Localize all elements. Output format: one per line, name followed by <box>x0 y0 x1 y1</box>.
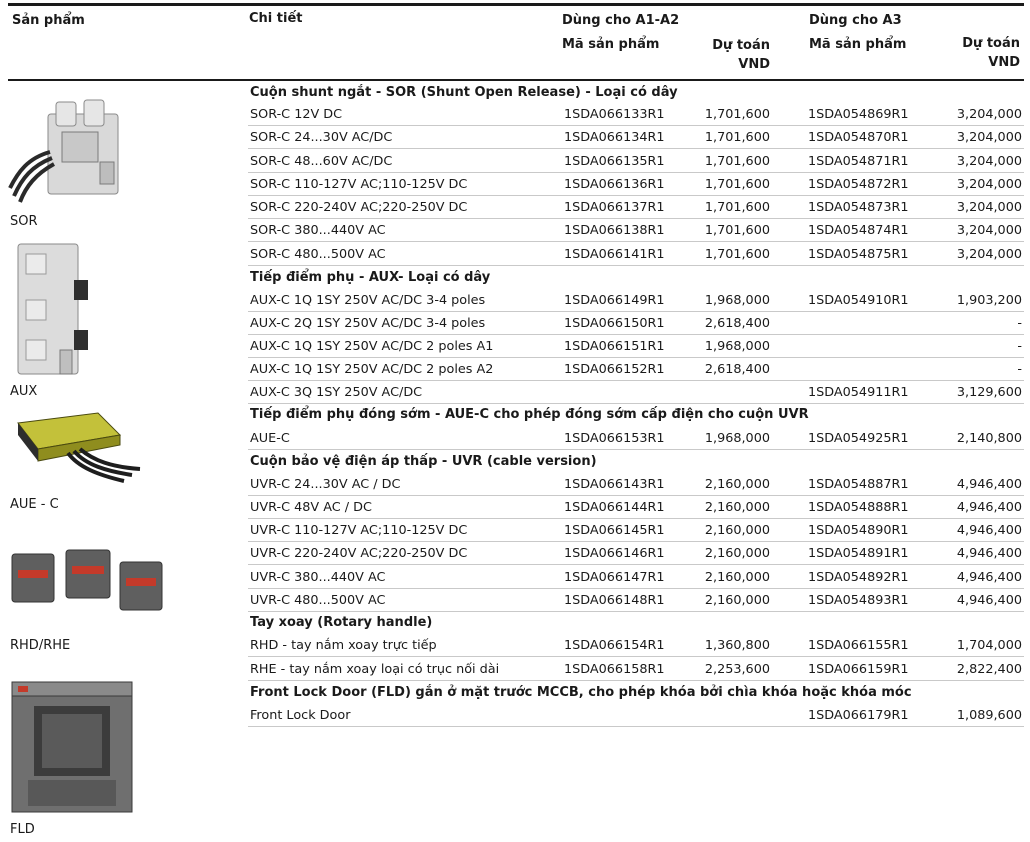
table-row <box>248 588 1024 612</box>
item-description: AUX-C 1Q 1SY 250V AC/DC 3-4 poles <box>250 293 486 308</box>
item-price-a1-a2: 1,968,000 <box>704 293 770 308</box>
item-price-a1-a2: 1,701,600 <box>704 177 770 192</box>
section-title: Cuộn bảo vệ điện áp thấp - UVR (cable version) <box>250 454 597 469</box>
table-row <box>248 311 1024 335</box>
item-description: SOR-C 12V DC <box>250 107 343 122</box>
item-price-a3: 4,946,400 <box>956 500 1022 515</box>
item-description: SOR-C 480...500V AC <box>250 247 386 262</box>
item-description: SOR-C 24...30V AC/DC <box>250 130 393 145</box>
item-price-a1-a2: 1,701,600 <box>704 247 770 262</box>
item-price-a1-a2: 1,701,600 <box>704 130 770 145</box>
table-row <box>248 149 1024 173</box>
section-header-row <box>248 265 1024 288</box>
item-code-a1-a2: 1SDA066154R1 <box>564 638 665 653</box>
item-code-a3: 1SDA054869R1 <box>808 107 909 122</box>
table-row <box>248 703 1024 727</box>
item-code-a1-a2: 1SDA066150R1 <box>564 316 665 331</box>
table-row <box>248 242 1024 266</box>
table-row <box>248 380 1024 404</box>
item-code-a3: 1SDA054892R1 <box>808 570 909 585</box>
item-price-a3: 4,946,400 <box>956 593 1022 608</box>
item-price-a3: 3,204,000 <box>956 154 1022 169</box>
item-description: SOR-C 220-240V AC;220-250V DC <box>250 200 468 215</box>
item-price-a1-a2: 1,968,000 <box>704 431 770 446</box>
item-code-a3: 1SDA054870R1 <box>808 130 909 145</box>
item-code-a1-a2: 1SDA066152R1 <box>564 362 665 377</box>
item-code-a1-a2: 1SDA066136R1 <box>564 177 665 192</box>
item-description: RHE - tay nắm xoay loại có trục nối dài <box>250 662 500 677</box>
item-price-a3: 4,946,400 <box>956 477 1022 492</box>
item-price-a1-a2: 1,701,600 <box>704 200 770 215</box>
item-price-a3: 4,946,400 <box>956 570 1022 585</box>
item-code-a1-a2: 1SDA066135R1 <box>564 154 665 169</box>
item-code-a1-a2: 1SDA066138R1 <box>564 223 665 238</box>
product-label-sor: SOR <box>10 214 38 229</box>
item-price-a1-a2: 2,160,000 <box>704 570 770 585</box>
item-description: SOR-C 110-127V AC;110-125V DC <box>250 177 468 192</box>
header-price-a-line1: Dự toán <box>712 38 770 53</box>
item-price-a3: 4,946,400 <box>956 546 1022 561</box>
item-price-a3: 3,204,000 <box>956 200 1022 215</box>
item-description: UVR-C 480...500V AC <box>250 593 386 608</box>
table-row <box>248 426 1024 450</box>
product-label-fld: FLD <box>10 822 35 837</box>
item-code-a3: 1SDA054875R1 <box>808 247 909 262</box>
item-price-a1-a2: 1,701,600 <box>704 107 770 122</box>
item-code-a3: 1SDA054910R1 <box>808 293 909 308</box>
item-code-a1-a2: 1SDA066146R1 <box>564 546 665 561</box>
item-description: AUX-C 2Q 1SY 250V AC/DC 3-4 poles <box>250 316 486 331</box>
item-price-a3: 3,204,000 <box>956 107 1022 122</box>
table-row <box>248 218 1024 242</box>
table-row <box>248 565 1024 589</box>
table-row <box>248 334 1024 358</box>
item-code-a3: 1SDA054890R1 <box>808 523 909 538</box>
item-description: AUE-C <box>250 431 290 446</box>
section-header-row <box>248 80 1024 103</box>
item-price-a1-a2 <box>658 380 770 403</box>
table-row <box>248 495 1024 519</box>
item-code-a1-a2: 1SDA066133R1 <box>564 107 665 122</box>
item-code-a3: 1SDA054891R1 <box>808 546 909 561</box>
item-code-a3: 1SDA054874R1 <box>808 223 909 238</box>
item-price-a3: 1,089,600 <box>956 708 1022 723</box>
item-price-a3: 1,903,200 <box>956 293 1022 308</box>
product-label-rhd-rhe: RHD/RHE <box>10 638 71 653</box>
item-price-a1-a2: 2,160,000 <box>704 477 770 492</box>
item-code-a3: 1SDA066159R1 <box>808 662 909 677</box>
header-detail: Chi tiết <box>249 11 303 26</box>
item-code-a1-a2: 1SDA066144R1 <box>564 500 665 515</box>
item-code-a1-a2: 1SDA066147R1 <box>564 570 665 585</box>
item-price-a1-a2: 2,160,000 <box>704 593 770 608</box>
table-row <box>248 518 1024 542</box>
item-code-a3: 1SDA054925R1 <box>808 431 909 446</box>
item-price-a1-a2: 2,160,000 <box>704 523 770 538</box>
item-code-a3: 1SDA054872R1 <box>808 177 909 192</box>
table-row <box>248 357 1024 381</box>
item-price-a3: 3,204,000 <box>956 130 1022 145</box>
table-row <box>248 541 1024 565</box>
item-price-a1-a2: 2,160,000 <box>704 546 770 561</box>
item-price-a1-a2: 1,701,600 <box>704 154 770 169</box>
item-price-a1-a2: 1,968,000 <box>704 339 770 354</box>
item-description: SOR-C 380...440V AC <box>250 223 386 238</box>
item-price-a1-a2: 2,618,400 <box>704 362 770 377</box>
table-row <box>248 633 1024 657</box>
table-row <box>248 195 1024 219</box>
section-title: Tiếp điểm phụ - AUX- Loại có dây <box>250 270 491 285</box>
item-price-a1-a2: 2,618,400 <box>704 316 770 331</box>
item-description: AUX-C 3Q 1SY 250V AC/DC <box>250 385 423 400</box>
section-title: Front Lock Door (FLD) gắn ở mặt trước MCCB, cho phép khóa bởi chìa khóa hoặc khóa móc <box>250 685 912 700</box>
table-row <box>248 172 1024 196</box>
item-code-a3: 1SDA054911R1 <box>808 385 909 400</box>
item-code-a1-a2: 1SDA066134R1 <box>564 130 665 145</box>
section-title: Tay xoay (Rotary handle) <box>250 615 433 630</box>
item-price-a3: 2,822,400 <box>956 662 1022 677</box>
item-price-a3: 2,140,800 <box>956 431 1022 446</box>
table-row <box>248 472 1024 496</box>
item-price-a3: 3,204,000 <box>956 247 1022 262</box>
section-title: Cuộn shunt ngắt - SOR (Shunt Open Release) - Loại có dây <box>250 85 678 100</box>
table-row <box>248 125 1024 149</box>
item-description: UVR-C 380...440V AC <box>250 570 386 585</box>
product-label-aue-c: AUE - C <box>10 497 59 512</box>
item-code-a1-a2: 1SDA066137R1 <box>564 200 665 215</box>
item-price-a1-a2 <box>658 703 770 726</box>
item-price-a3: - <box>1017 316 1022 331</box>
item-code-a1-a2: 1SDA066143R1 <box>564 477 665 492</box>
header-group-a1-a2: Dùng cho A1-A2 <box>562 13 680 28</box>
header-code-a: Mã sản phẩm <box>562 37 660 52</box>
section-header-row <box>248 402 1024 425</box>
section-header-row <box>248 610 1024 633</box>
section-title: Tiếp điểm phụ đóng sớm - AUE-C cho phép đóng sớm cấp điện cho cuộn UVR <box>250 407 809 422</box>
item-description: UVR-C 48V AC / DC <box>250 500 372 515</box>
header-code-b: Mã sản phẩm <box>809 37 907 52</box>
header-price-b-line1: Dự toán <box>962 36 1020 51</box>
section-header-row <box>248 680 1024 703</box>
item-code-a3: 1SDA066155R1 <box>808 638 909 653</box>
item-code-a1-a2: 1SDA066153R1 <box>564 431 665 446</box>
item-description: UVR-C 220-240V AC;220-250V DC <box>250 546 468 561</box>
item-price-a1-a2: 2,253,600 <box>704 662 770 677</box>
item-price-a3: 3,204,000 <box>956 223 1022 238</box>
item-code-a1-a2: 1SDA066149R1 <box>564 293 665 308</box>
item-price-a1-a2: 2,160,000 <box>704 500 770 515</box>
header-price-b-line2: VND <box>988 55 1020 70</box>
product-label-aux: AUX <box>10 384 38 399</box>
item-code-a3: 1SDA054873R1 <box>808 200 909 215</box>
item-code-a3: 1SDA054887R1 <box>808 477 909 492</box>
item-price-a1-a2: 1,701,600 <box>704 223 770 238</box>
item-description: RHD - tay nắm xoay trực tiếp <box>250 638 437 653</box>
item-code-a3: 1SDA054888R1 <box>808 500 909 515</box>
item-price-a3: - <box>1017 362 1022 377</box>
item-code-a3: 1SDA054893R1 <box>808 593 909 608</box>
item-price-a1-a2: 1,360,800 <box>704 638 770 653</box>
item-code-a1-a2: 1SDA066141R1 <box>564 247 665 262</box>
item-price-a3: 4,946,400 <box>956 523 1022 538</box>
table-row <box>248 657 1024 681</box>
item-description: AUX-C 1Q 1SY 250V AC/DC 2 poles A1 <box>250 339 494 354</box>
item-code-a1-a2: 1SDA066145R1 <box>564 523 665 538</box>
header-price-a-line2: VND <box>738 57 770 72</box>
item-price-a3: 3,129,600 <box>956 385 1022 400</box>
item-description: AUX-C 1Q 1SY 250V AC/DC 2 poles A2 <box>250 362 494 377</box>
item-description: Front Lock Door <box>250 708 351 723</box>
item-code-a3: 1SDA054871R1 <box>808 154 909 169</box>
item-price-a3: - <box>1017 339 1022 354</box>
item-code-a1-a2: 1SDA066158R1 <box>564 662 665 677</box>
section-header-row <box>248 449 1024 472</box>
header-product: Sản phẩm <box>12 13 85 28</box>
item-description: UVR-C 24...30V AC / DC <box>250 477 401 492</box>
item-code-a1-a2: 1SDA066148R1 <box>564 593 665 608</box>
item-price-a3: 1,704,000 <box>956 638 1022 653</box>
header-group-a3: Dùng cho A3 <box>809 13 902 28</box>
item-description: UVR-C 110-127V AC;110-125V DC <box>250 523 468 538</box>
item-code-a3: 1SDA066179R1 <box>808 708 909 723</box>
table-row <box>248 102 1024 126</box>
item-code-a1-a2: 1SDA066151R1 <box>564 339 665 354</box>
item-description: SOR-C 48...60V AC/DC <box>250 154 393 169</box>
table-row <box>248 288 1024 312</box>
item-price-a3: 3,204,000 <box>956 177 1022 192</box>
